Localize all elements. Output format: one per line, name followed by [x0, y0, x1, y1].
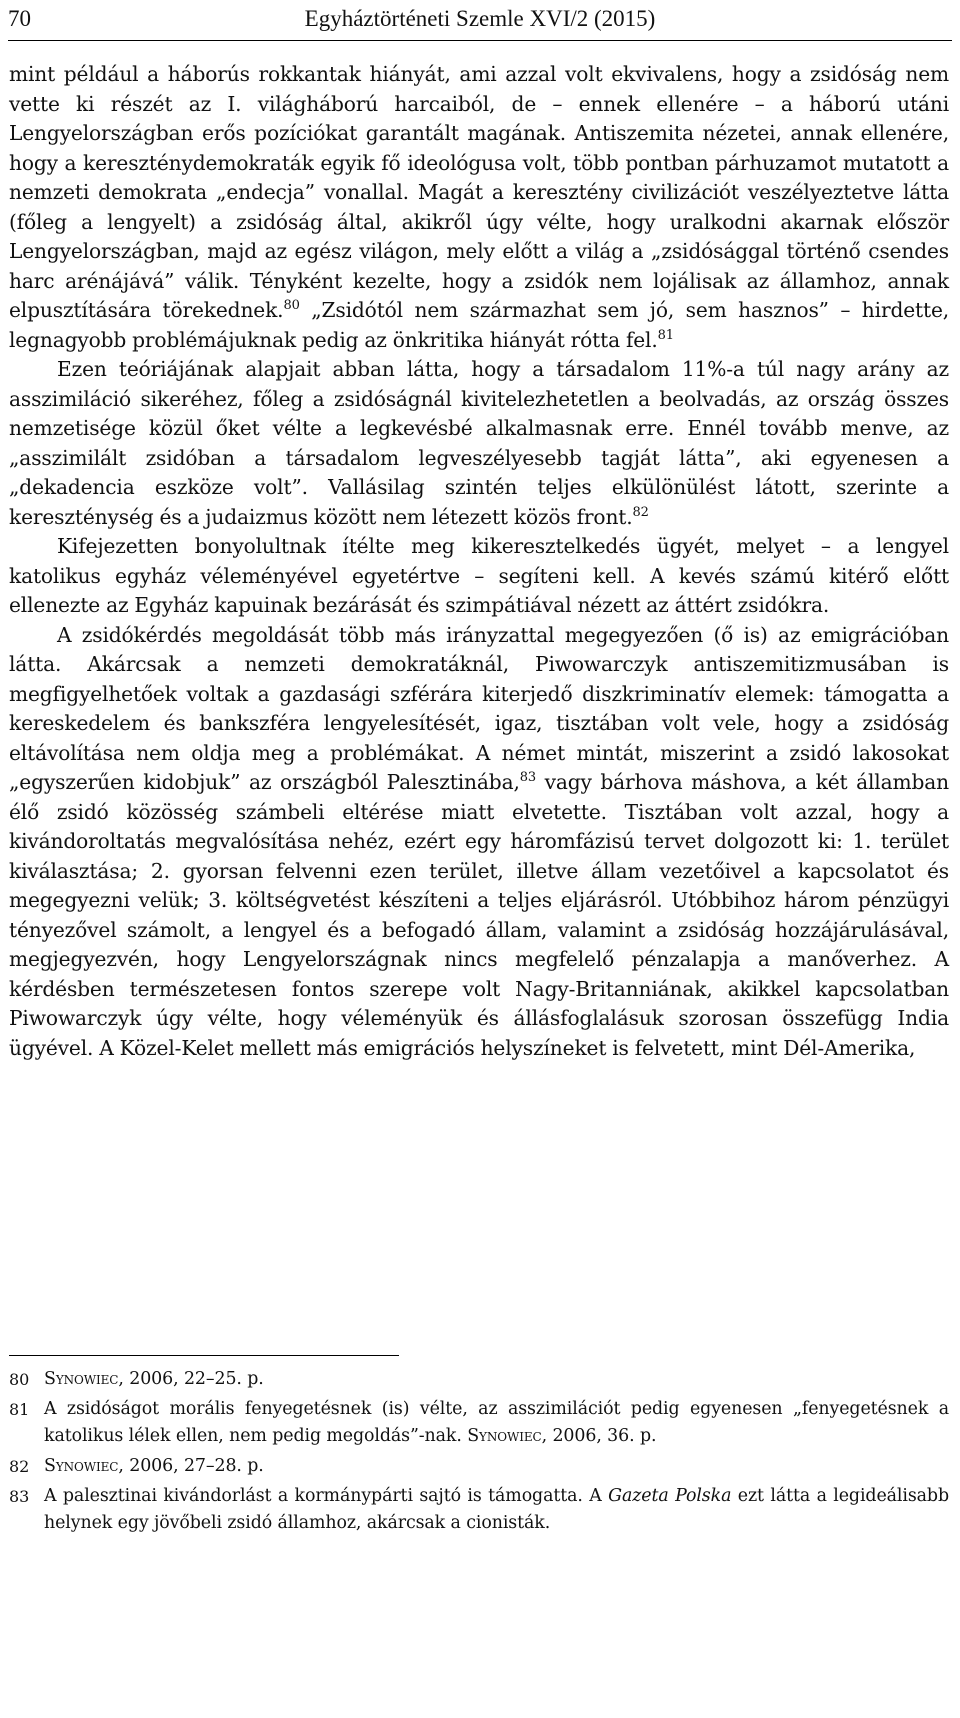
footnote-ref[interactable]: 83 — [519, 770, 536, 785]
footnote-text: ezt látta a legideálisabb helynek egy jövőbeli zsidó államhoz, akárcsak a cionisták. — [44, 1486, 949, 1533]
footnote-ref[interactable]: 82 — [632, 504, 649, 520]
footnote-ref[interactable]: 80 — [283, 298, 300, 313]
footnote-author: Synowiec — [467, 1426, 542, 1446]
footnote-separator — [9, 1355, 399, 1356]
footnote-text: , 2006, 22–25. p. — [118, 1369, 264, 1389]
paragraph-text: mint például a háborús rokkantak hiányát, ami azzal volt ekvivalens, hogy a zsidóság nem vette ki részét az I. világháború harcaiból, de – ennek ellenére – a háború utáni Lengyelországban erős pozíciókat garantált magának. Antiszemita nézetei, annak ellenére, hogy a kereszténydemokraták egyik fő ideológusa volt, több pontban párhuzamot mutatott a nemzeti demokrata „endecja” vonallal. Magát a keresztény civilizációt veszélyeztetve látta (főleg a lengyelt) a zsidóság által, akikről úgy vélte, hogy uralkodni akarnak először Lengyelországban, majd az egész világon, mely előtt a világ a „zsidósággal történő csendes harc arénájává” válik. Tényként kezelte, hogy a zsidók nem lojálisak az államhoz, annak elpusztítására törekednek. — [9, 62, 949, 322]
footnote-81 — [9, 1396, 949, 1450]
footnote-text: A palesztinai kivándorlást a kormánypárti sajtó is támogatta. A — [44, 1486, 609, 1506]
footnote-82 — [9, 1453, 949, 1480]
footnote-number: 80 — [9, 1370, 30, 1389]
footnote-author: Synowiec — [44, 1369, 119, 1389]
paragraph-text: „Zsidótól nem származhat sem jó, sem hasznos” – hirdette, legnagyobb problémájuknak pedig az önkritika hiányát rótta fel. — [9, 298, 950, 352]
footnote-number: 82 — [9, 1457, 30, 1476]
footnote-author: Synowiec — [44, 1456, 119, 1476]
footnotes — [9, 1366, 949, 1540]
page-number: 70 — [8, 6, 31, 31]
publication-title: Gazeta Polska — [608, 1486, 732, 1506]
paragraph-text: Ezen teóriájának alapjait abban látta, hogy a társadalom 11%-a túl nagy arány az asszimiláció sikeréhez, főleg a zsidóságnál kivitelezhetetlen a beolvadás, az ország összes nemzetisége közül őket vélte a legkevésbé alkalmasnak erre. Ennél tovább menve, az „asszimilált zsidóban a társadalom legveszélyesebb tagját látta”, aki egyenesen a „dekadencia eszköze volt”. Vallásilag szintén teljes elkülönülést látott, szerinte a kereszténység és a judaizmus között nem létezett közös front. — [9, 357, 949, 529]
footnote-text: , 2006, 27–28. p. — [118, 1456, 264, 1476]
paragraph — [9, 621, 949, 1064]
footnote-text: A zsidóságot morális fenyegetésnek (is) vélte, az asszimilációt pedig egyenesen „fenyegetésnek a katolikus lélek ellen, nem pedig megoldás”-nak. — [44, 1399, 949, 1446]
footnote-ref[interactable]: 81 — [657, 327, 674, 343]
paragraph-text: A zsidókérdés megoldását több más irányzattal megegyezően (ő is) az emigrációban látta. Akárcsak a nemzeti demokratáknál, Piwowarczyk antiszemitizmusában is megfigyelhetőek voltak a gazdasági szférára kiterjedő diszkriminatív elemek: támogatta a kereskedelem és bankszféra lengyelesítését, igaz, tisztában volt vele, hogy a zsidóság eltávolítása nem oldja meg a problémákat. A német mintát, miszerint a zsidó lakosokat „egyszerűen kidobjuk” az országból Palesztinába, — [9, 622, 949, 794]
main-text — [9, 60, 949, 1063]
paragraph-text: vagy bárhova máshova, a két államban élő zsidó közösség számbeli eltérése miatt elvetette. Tisztában volt azzal, hogy a kivándoroltatás megvalósítása nehéz, ezért egy háromfázisú tervet dolgozott ki: 1. terület kiválasztása; 2. gyorsan felvenni ezen terület, illetve állam vezetőivel a kapcsolatot és megegyezni velük; 3. költségvetést készíteni a teljes eljárásról. Utóbbihoz három pénzügyi tényezővel számolt, a lengyel és a befogadó állam, valamint a zsidóság hozzájárulásával, megjegyezvén, hogy Lengyelországnak nincs megfelelő pénzalapja a manőverhez. A kérdésben természetesen fontos szerepe volt Nagy-Britanniának, akikkel kapcsolatban Piwowarczyk úgy vélte, hogy véleményük és állásfoglalásuk szorosan összefügg India ügyével. A Közel-Kelet mellett más emigrációs helyszíneket is felvetett, mint Dél-Amerika, — [9, 770, 950, 1060]
footnote-80 — [9, 1366, 949, 1393]
journal-title: Egyháztörténeti Szemle XVI/2 (2015) — [304, 6, 656, 31]
paragraph — [9, 355, 949, 532]
running-header — [8, 2, 952, 41]
paragraph: Kifejezetten bonyolultnak ítélte meg kikeresztelkedés ügyét, melyet – a lengyel katolikus egyház véleményével egyetértve – segíteni kell. A kevés számú kitérő előtt ellenezte az Egyház kapuinak bezárását és szimpátiával nézett az áttért zsidókra. — [9, 534, 949, 617]
footnote-text: , 2006, 36. p. — [541, 1426, 657, 1446]
footnote-number: 81 — [9, 1400, 30, 1419]
footnote-number: 83 — [9, 1487, 30, 1506]
footnote-83 — [9, 1483, 949, 1537]
paragraph — [9, 60, 949, 355]
